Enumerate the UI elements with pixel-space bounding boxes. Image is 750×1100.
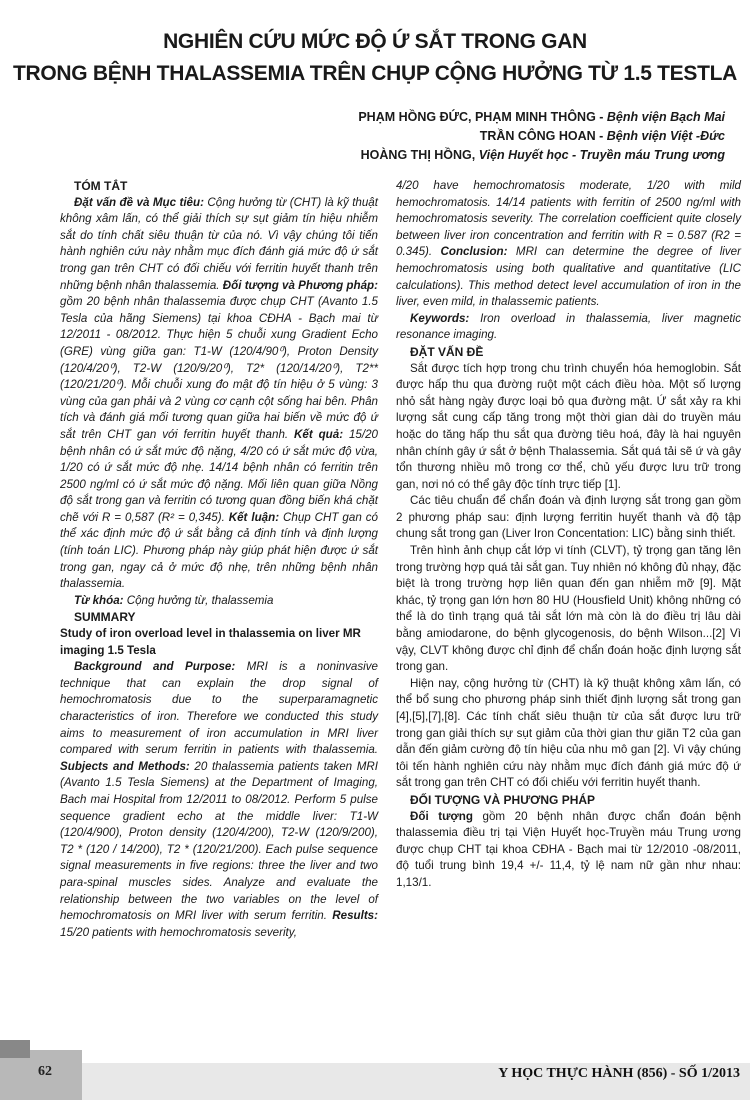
text-keywords-en: Iron overload in thalassemia, liver magnetic resonance imaging. — [396, 311, 741, 342]
label-results: Kết quả: — [288, 427, 344, 441]
label-background: Đặt vấn đề và Mục tiêu: — [74, 195, 204, 209]
intro-paragraph-1: Sắt được tích hợp trong chu trình chuyển hóa hemoglobin. Sắt được hấp thu qua đường ruột một cách điều hòa. Một số lượng nhỏ sắt hàng ngày được loại bỏ qua đường mật. Ứ sắt xảy ra khi lượng sắt cung cấp tăng trong một thời gian dài do truyền máu hoặc do tăng hấp thu sắt qua đường tiêu hoá, đây là hai nguyên nhân chính gây ứ sắt ở bệnh Thalassemia. Sắt quá tải sẽ ứ và gây tổn thương nhiều mô trong cơ thể, chủ yếu được lưu trữ trong gan, nơi nó có thể gây độc tính trực tiếp [1]. — [396, 361, 741, 491]
label-background-en: Background and Purpose: — [74, 660, 236, 674]
left-column — [60, 178, 378, 941]
author-line-2 — [480, 127, 725, 145]
author-affiliation: Viện Huyết học - Truyền máu Trung ương — [478, 148, 725, 162]
intro-paragraph-2: Các tiêu chuẩn để chẩn đoán và định lượng sắt trong gan gồm 2 phương pháp sau: định lượng ferritin huyết thanh và độ tập chung sắt trong gan (Liver Iron Concentation: LIC) bằng sinh thiết. — [396, 494, 741, 541]
text-background: Cộng hưởng từ (CHT) là kỹ thuật không xâm lấn, có thể giải thích sự sụt giảm tín hiệu nhiễm sắt do tính chất siêu thuận từ của nó. Vì vậy chúng tôi tiến hành nghiên cứu này nhằm mục đích đánh giá mức độ ứ sắt trong gan trên CHT có đối chiếu với ferritin huyết thanh trên những bệnh nhân thalassemia. — [60, 195, 378, 292]
label-conclusion-en: Conclusion: — [432, 245, 508, 259]
label-methods: Đối tượng và Phương pháp: — [219, 278, 378, 292]
methods-paragraph-1 — [396, 809, 741, 892]
journal-footer: Y HỌC THỰC HÀNH (856) - SỐ 1/2013 — [498, 1066, 740, 1081]
intro-paragraph-3: Trên hình ảnh chụp cắt lớp vi tính (CLVT), tỷ trọng gan tăng lên trong trường hợp quá tải sắt gan. Tuy nhiên nó không đủ nhạy, đặc biệt là trong trường hợp liên quan đến gan nhiễm mỡ [9]. Mặt khác, tỷ trọng gan lớn hơn 80 HU (Housfield Unit) không những có thể là do tình trạng quá tải sắt lớn mà còn là do điều trị lâu dài bằng amiodarone, do bệnh glycogenosis, do bệnh Wilson...[2] Vì vậy, CLVT không được chỉ định để chẩn đoán hoặc định lượng sắt trong gan. — [396, 544, 741, 674]
label-conclusion: Kết luận: — [224, 510, 280, 524]
vn-keywords — [60, 593, 378, 610]
author-names: HOÀNG THỊ HỒNG, — [360, 148, 479, 162]
en-abstract-continued — [396, 178, 741, 311]
label-keywords: Từ khóa: — [74, 593, 124, 607]
methods-heading: ĐỐI TƯỢNG VÀ PHƯƠNG PHÁP — [410, 792, 596, 807]
intro-heading: ĐẶT VẤN ĐỀ — [410, 344, 484, 359]
text-conclusion-en: MRI can determine the degree of liver hemochromatosis using both qualitative and quantitative (LIC calculations). This method detect level accumulation of iron in the liver, even mild, in thalassemic patients. — [396, 245, 741, 309]
en-keywords — [396, 311, 741, 344]
text-conclusion: Chụp CHT gan có thể xác định mức độ ứ sắt bằng cả định tính và định lượng (tính toán LIC). Phương pháp này giúp phát hiện được ứ sắt trong gan, ngay cả ở mức độ nhẹ, trên những bệnh nhân thalassemia. — [60, 510, 378, 591]
text-results: 15/20 bệnh nhân có ứ sắt mức độ nặng, 4/20 có ứ sắt mức độ vừa, 1/20 có ứ sắt mức độ nhẹ. 14/14 bệnh nhân có ferritin trên 2500 ng/ml có ứ sắt mức độ nặng. Mối liên quan giữa Nồng độ sắt trong gan và ferritin có tương quan đồng biến khá chặt chẽ với R = 0,587 (R² = 0,345). — [60, 427, 378, 524]
text-subjects: gồm 20 bệnh nhân được chẩn đoán bệnh thalassemia điều trị tại Viện Huyết học-Truyền máu Trung ương được chụp CHT tại khoa CĐHA - Bạch mai từ 12/2010 -08/2011, độ tuổi trung bình 19,4 +/- 11,4, tỷ lệ nam nữ gần như nhau: 1,13/1. — [396, 809, 742, 889]
abstract-heading: TÓM TẮT — [74, 179, 128, 193]
text-methods-en: 20 thalassemia patients taken MRI (Avanto 1.5 Tesla Siemens) at the Department of Imaging, Bach mai Hospital from 12/2011 to 08/2012. Perform 5 pulse sequence gradient echo at the middle liver: T1-W (120/4/900), Proton density (120/4/200), T2-W (120/9/200), T2 * (120 / 14/200), T2 * (120/21/200). Each pulse sequence signal measurements in five regions: three the liver and two para-spinal muscles sides. Analyze and evaluate the relationship between the two variables on the level of hemochromatosis on MRI liver with serum ferritin. — [60, 759, 378, 923]
text-keywords: Cộng hưởng từ, thalassemia — [123, 593, 274, 607]
author-names: PHẠM HỒNG ĐỨC, PHẠM MINH THÔNG - — [358, 110, 607, 124]
author-affiliation: Bệnh viện Bạch Mai — [606, 110, 725, 124]
article-title-line-1: NGHIÊN CỨU MỨC ĐỘ Ứ SẮT TRONG GAN — [163, 30, 587, 53]
vn-abstract-paragraph — [60, 195, 378, 593]
page-number: 62 — [38, 1064, 52, 1079]
label-methods-en: Subjects and Methods: — [60, 759, 190, 773]
summary-heading: SUMMARY — [74, 610, 136, 625]
text-methods: gồm 20 bệnh nhân thalassemia được chụp CHT (Avanto 1.5 Tesla của hãng Siemens) tại khoa CĐHA - Bạch mai từ 12/2011 - 08/2012. Thực hiện 5 chuỗi xung Gradient Echo (GRE) vùng giữa gan: T1-W (120/4/90⁰), Proton Density (120/4/20⁰), T2-W (120/9/20⁰), T2* (120/14/20⁰), T2** (120/21/20⁰). Mỗi chuỗi xung đo mật độ tín hiệu ở 5 vùng: 3 vùng của gan phải và 2 vùng cơ cạnh cột sống hai bên. Phân tích và đánh giá mối tương quan giữa hai biến về mức độ ứ sắt trên CHT gan với ferritin huyết thanh. — [60, 295, 378, 441]
english-title: Study of iron overload level in thalassemia on liver MR imaging 1.5 Tesla — [60, 627, 361, 657]
author-affiliation: Bệnh viện Việt -Đức — [606, 129, 725, 143]
intro-paragraph-4: Hiện nay, cộng hưởng từ (CHT) là kỹ thuật không xâm lấn, có thể bổ sung cho phương pháp sinh thiết định lượng sắt trong gan [4],[5],[7],[8]. Các tính chất siêu thuận từ của sắt được lưu trữ trong gan giải thích sự sụt giảm của thời gian thư giãn T2 của gan dẫn đến giảm cường độ tín hiệu của nhu mô gan [2]. Vì vậy chúng tôi tến hành nghiên cứu này nhằm mục đích đánh giá mức độ ứ sắt trong gan trên CHT có đối chiếu với ferritin huyết thanh. — [396, 676, 741, 790]
text-results-en-cont: 4/20 have hemochromatosis moderate, 1/20 with mild hemochromatosis. 14/14 patients with ferritin of 2500 ng/ml with hemochromatosis severity. The correlation coefficient quite closely between liver iron concentration and ferritin with R = 0.587 (R2 = 0.345). — [396, 179, 741, 259]
text-results-en: 15/20 patients with hemochromatosis severity, — [60, 925, 297, 939]
en-abstract-paragraph — [60, 659, 378, 941]
author-names: TRẦN CÔNG HOAN - — [479, 129, 607, 143]
label-results-en: Results: — [326, 909, 378, 923]
label-keywords-en: Keywords: — [410, 311, 470, 325]
article-title-line-2: TRONG BỆNH THALASSEMIA TRÊN CHỤP CỘNG HƯỞNG TỪ 1.5 TESTLA — [12, 62, 738, 85]
footer-tab-accent — [0, 1040, 30, 1058]
text-background-en: MRI is a noninvasive technique that can explain the drop signal of hemochromatosis due to the superparamagnetic characteristics of iron. Therefore we conducted this study aims to measurement of iron accumulation in MRI liver compared with serum ferritin in patients with thalassemia. — [60, 660, 378, 757]
label-subjects: Đối tượng — [410, 809, 473, 823]
author-line-1 — [358, 108, 725, 126]
right-column — [396, 178, 741, 892]
author-line-3 — [361, 146, 725, 164]
